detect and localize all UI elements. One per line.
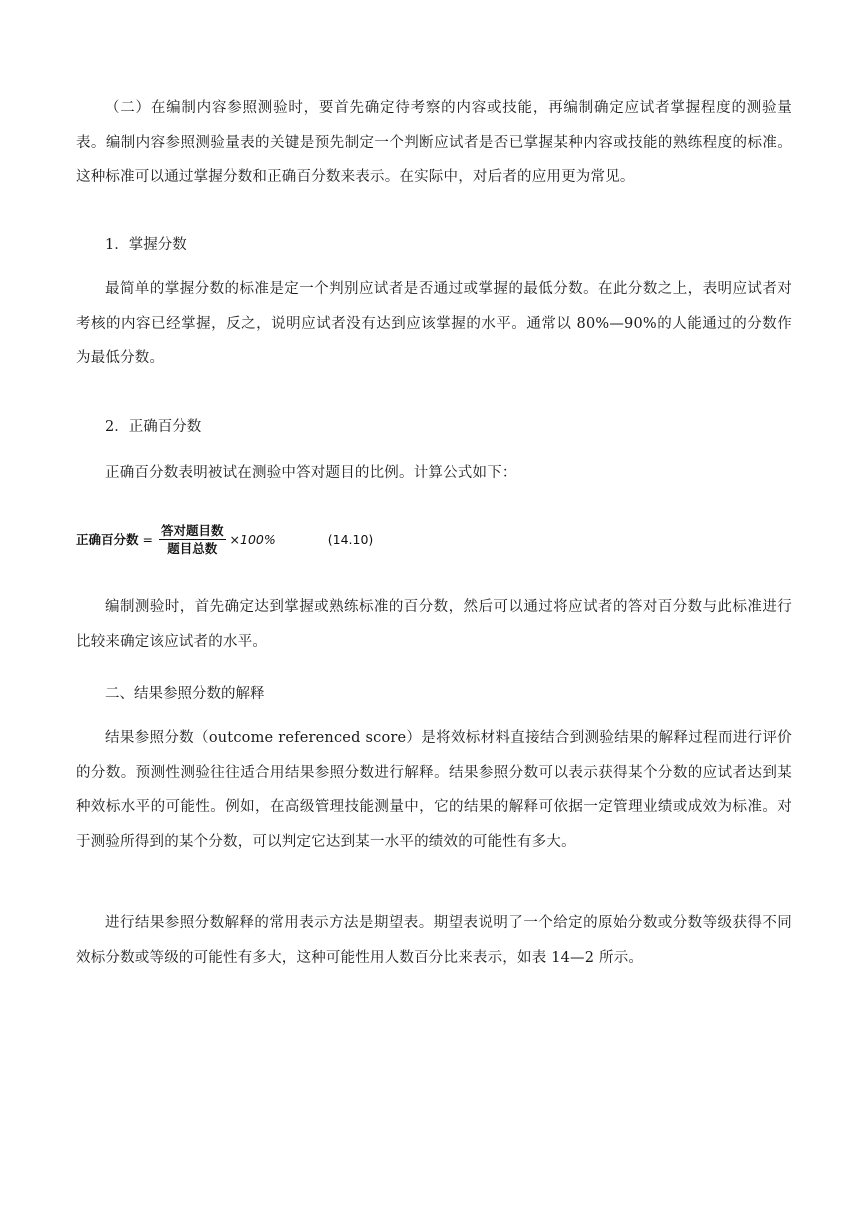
percent-correct-formula [76,521,373,557]
heading-percent-correct: 2．正确百分数 [105,419,202,435]
paragraph-percent-correct-intro: 正确百分数表明被试在测验中答对题目的比例。计算公式如下： [105,465,517,481]
formula-numerator: 答对题目数 [161,522,224,538]
formula-denominator: 题目总数 [167,540,218,556]
formula-equals: = [142,531,153,547]
formula-fraction [159,523,226,556]
heading-mastery-score: 1．掌握分数 [105,237,187,253]
formula-lhs: 正确百分数 [76,532,139,547]
paragraph-expectancy-table: 进行结果参照分数解释的常用表示方法是期望表。期望表说明了一个给定的原始分数或分数等级获得不同效标分数或等级的可能性有多大，这种可能性用人数百分比来表示，如表 14—2 所示。 [76,915,792,966]
paragraph-outcome-referenced-score: 结果参照分数（outcome referenced score）是将效标材料直接结合到测验结果的解释过程而进行评价的分数。预测性测验往往适合用结果参照分数进行解释。结果参照分数可以表示获得某个分数的应试者达到某种效标水平的可能性。例如，在高级管理技能测量中，它的结果的解释可依据一定管理业绩或成效为标准。对于测验所得到的某个分数，可以判定它达到某一水平的绩效的可能性有多大。 [76,730,792,850]
formula-equation-number: (14.10) [327,531,374,547]
paragraph-mastery-score: 最简单的掌握分数的标准是定一个判别应试者是否通过或掌握的最低分数。在此分数之上，表明应试者对考核的内容已经掌握，反之，说明应试者没有达到应该掌握的水平。通常以 80%—90%的人能通过的分数作为最低分数。 [76,281,792,366]
paragraph-test-compilation: 编制测验时，首先确定达到掌握或熟练标准的百分数，然后可以通过将应试者的答对百分数与此标准进行比较来确定该应试者的水平。 [76,599,792,650]
heading-outcome-referenced: 二、结果参照分数的解释 [105,686,265,702]
formula-multiplier: ×100% [229,531,276,547]
paragraph-content-referenced-test: （二）在编制内容参照测验时，要首先确定待考察的内容或技能，再编制确定应试者掌握程度的测验量表。编制内容参照测验量表的关键是预先制定一个判断应试者是否已掌握某种内容或技能的熟练程度的标准。这种标准可以通过掌握分数和正确百分数来表示。在实际中，对后者的应用更为常见。 [76,100,792,185]
